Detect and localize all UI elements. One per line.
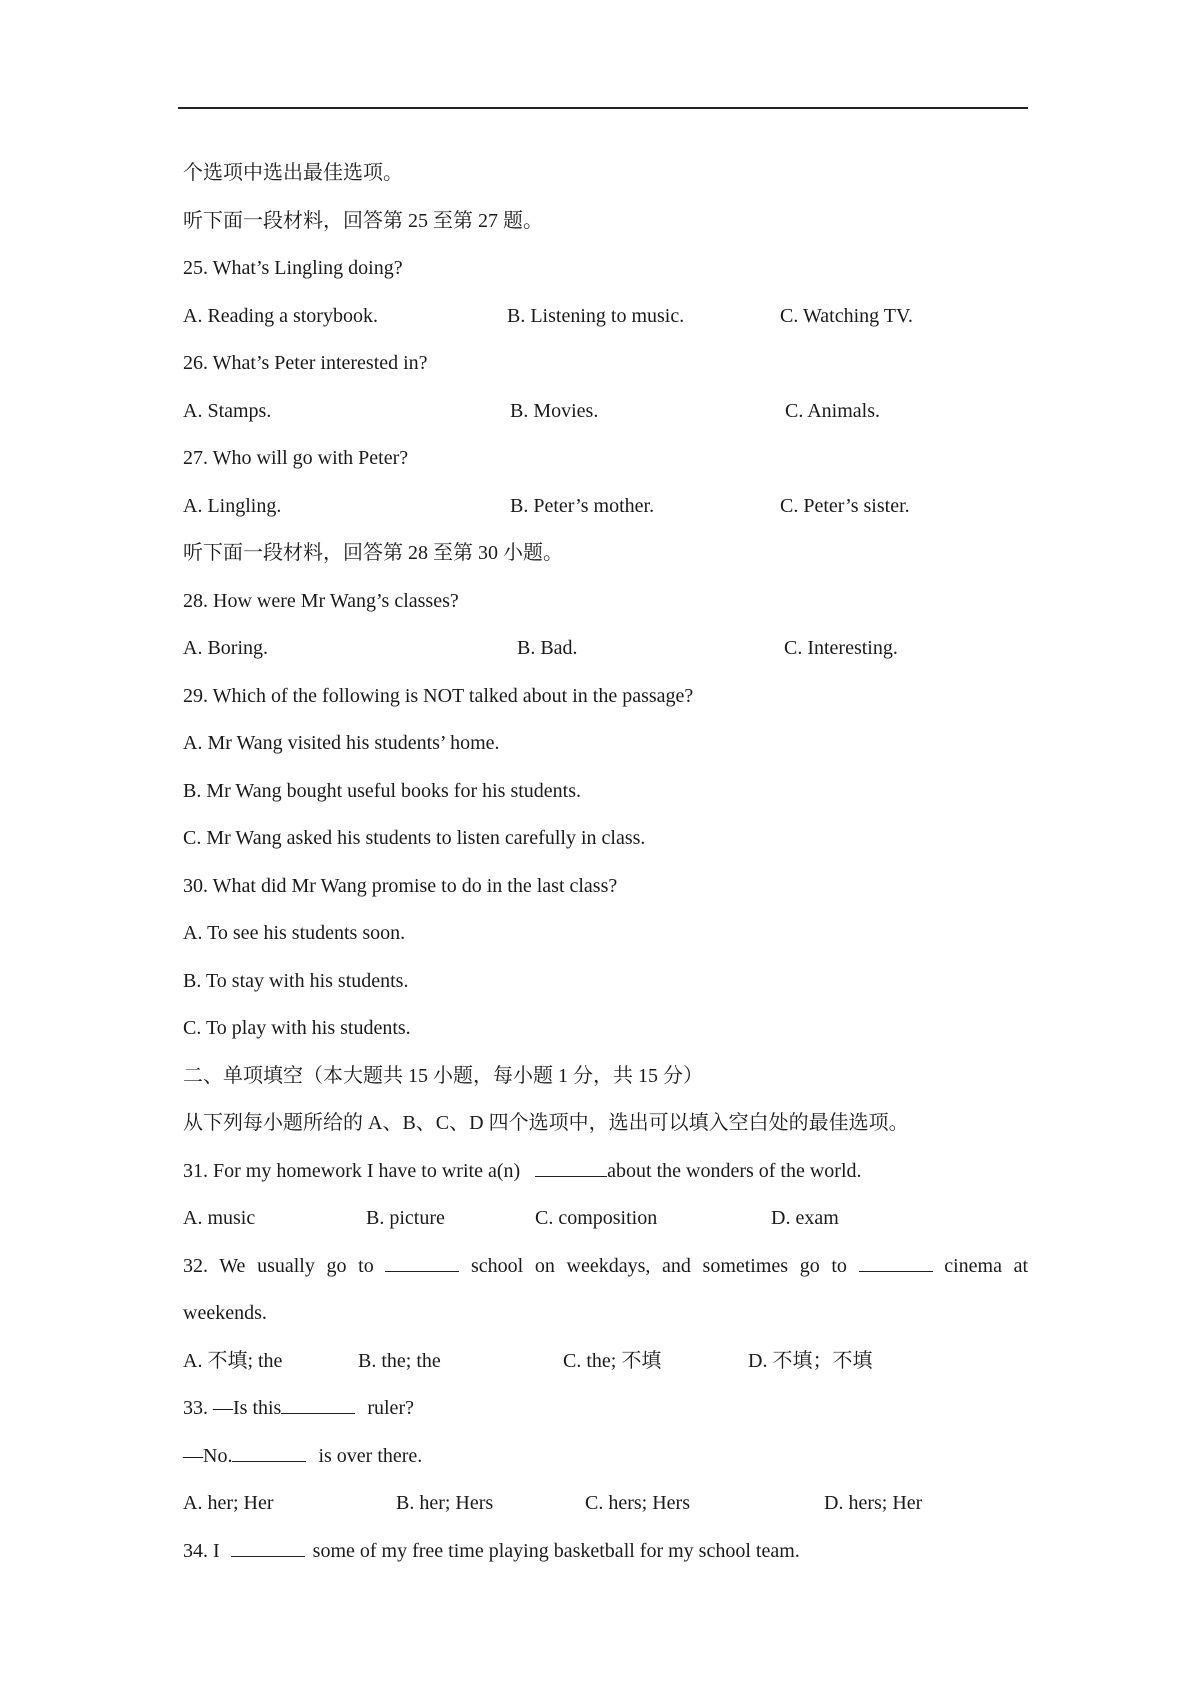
question-33-options [183,1480,1028,1528]
option-c: C. Interesting. [784,637,898,659]
section-b-heading: 听下面一段材料，回答第 28 至第 30 小题。 [183,542,563,564]
part-two-title: 二、单项填空（本大题共 15 小题，每小题 1 分，共 15 分） [183,1064,703,1087]
option-b: B. Peter’s mother. [510,494,655,517]
option-d: D. exam [771,1207,839,1229]
question-29-option-b: B. Mr Wang bought useful books for his students. [183,779,582,802]
reply-text: is over there. [318,1444,423,1467]
stem-text: 32. We usually go to [183,1254,374,1277]
question-31-options [183,1195,1028,1243]
stem-text: ruler? [367,1397,414,1419]
question-25-stem: 25. What’s Lingling doing? [183,257,403,279]
answer-blank [859,1253,933,1272]
stem-text: school on weekdays, and sometimes go to [471,1254,847,1277]
question-26-stem: 26. What’s Peter interested in? [183,352,428,374]
question-29-option-c: C. Mr Wang asked his students to listen carefully in class. [183,827,646,849]
option-a: A. 不填; the [183,1349,283,1372]
option-a: A. Stamps. [183,399,272,422]
header-rule [178,107,1028,109]
option-d: D. hers; Her [824,1492,923,1514]
question-33-stem [183,1385,1028,1433]
option-c: C. Peter’s sister. [780,494,910,517]
option-c: C. the; 不填 [563,1349,662,1372]
question-25-options [183,293,1028,341]
answer-blank [385,1253,459,1272]
question-27-stem: 27. Who will go with Peter? [183,447,409,469]
answer-blank [231,1538,305,1557]
option-c: C. Animals. [785,399,881,422]
exam-page-content [183,150,1028,1575]
stem-text: 34. I [183,1539,220,1562]
question-32-stem [183,1243,1028,1291]
question-34-stem [183,1528,1028,1576]
option-b: B. her; Hers [396,1492,494,1514]
option-a: A. her; Her [183,1492,274,1514]
answer-blank [232,1443,306,1462]
intro-line: 个选项中选出最佳选项。 [183,162,403,184]
question-30-stem: 30. What did Mr Wang promise to do in the last class? [183,874,618,897]
question-31-stem [183,1148,1028,1196]
section-a-heading: 听下面一段材料，回答第 25 至第 27 题。 [183,209,543,232]
option-a: A. Lingling. [183,494,282,517]
question-32-stem-continued: weekends. [183,1302,267,1324]
question-29-stem: 29. Which of the following is NOT talked about in the passage? [183,684,694,707]
option-a: A. Boring. [183,637,268,659]
stem-text: 33. —Is this [183,1397,282,1419]
stem-text: some of my free time playing basketball for my school team. [312,1539,800,1562]
question-33-reply [183,1433,1028,1481]
question-28-options [183,625,1028,673]
stem-text: 31. For my homework I have to write a(n) [183,1159,521,1182]
question-29-option-a: A. Mr Wang visited his students’ home. [183,732,500,754]
option-b: B. Listening to music. [507,304,685,327]
option-d: D. 不填；不填 [748,1349,873,1372]
option-b: B. Movies. [510,399,599,422]
option-b: B. the; the [358,1349,441,1372]
option-b: B. picture [366,1207,445,1229]
answer-blank [535,1158,607,1177]
part-two-instruction: 从下列每小题所给的 A、B、C、D 四个选项中，选出可以填入空白处的最佳选项。 [183,1112,909,1134]
stem-text: about the wonders of the world. [607,1159,862,1182]
stem-text: cinema at [944,1254,1029,1277]
option-c: C. composition [535,1207,658,1229]
question-30-option-b: B. To stay with his students. [183,969,409,992]
question-26-options [183,388,1028,436]
question-30-option-a: A. To see his students soon. [183,922,406,944]
question-32-options [183,1338,1028,1386]
answer-blank [281,1395,355,1414]
option-a: A. music [183,1207,256,1229]
question-28-stem: 28. How were Mr Wang’s classes? [183,589,459,612]
question-27-options [183,483,1028,531]
question-30-option-c: C. To play with his students. [183,1017,411,1039]
option-a: A. Reading a storybook. [183,304,378,327]
option-b: B. Bad. [517,637,578,659]
option-c: C. Watching TV. [780,304,913,327]
option-c: C. hers; Hers [585,1492,690,1514]
reply-text: —No. [183,1444,233,1467]
